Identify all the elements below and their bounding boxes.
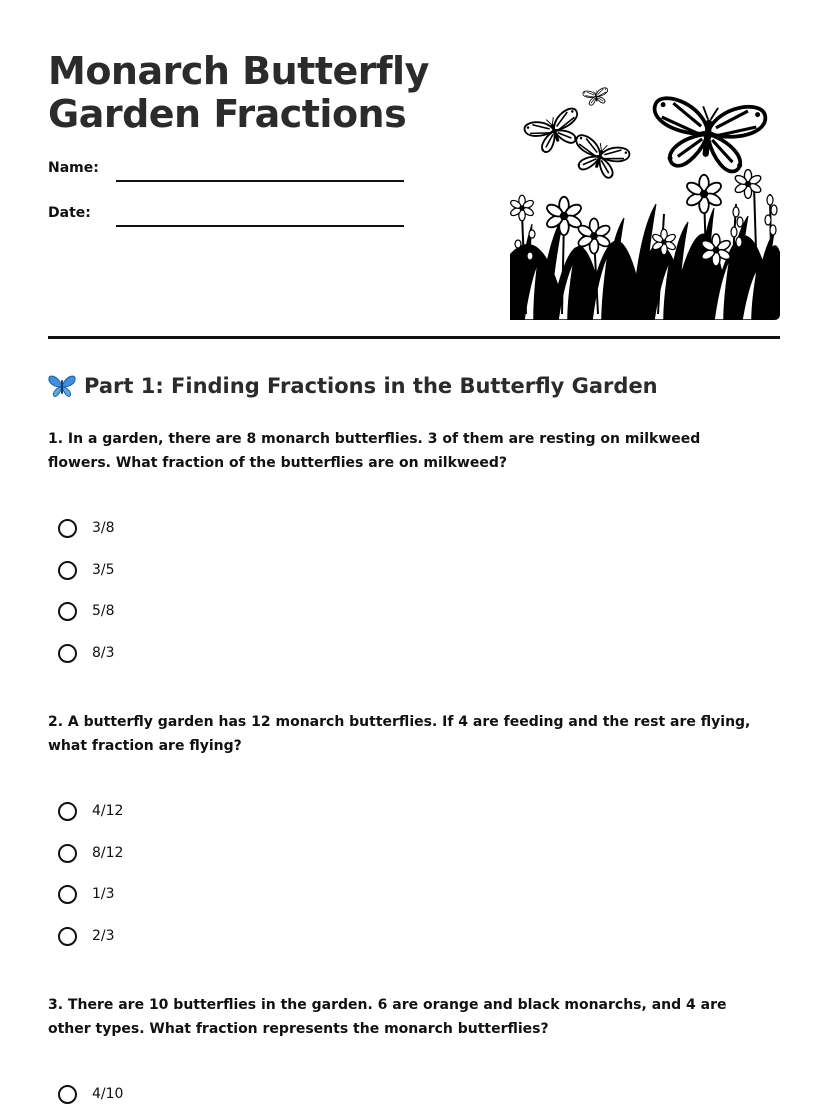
q2-option-a[interactable]: [58, 799, 123, 823]
worksheet-title: [48, 50, 429, 136]
name-label: Name:: [48, 160, 99, 176]
part-1-heading: [48, 374, 658, 398]
butterflies-and-flowers-illustration: [508, 84, 782, 320]
radio-button[interactable]: [58, 1085, 77, 1104]
q2-option-b[interactable]: [58, 841, 123, 865]
option-label: 5/8: [92, 603, 115, 619]
radio-button[interactable]: [58, 644, 77, 663]
option-label: 8/3: [92, 645, 115, 661]
radio-button[interactable]: [58, 602, 77, 621]
date-line[interactable]: [116, 225, 404, 227]
section-divider: [48, 336, 780, 339]
name-field[interactable]: [48, 160, 408, 190]
q1-option-d[interactable]: [58, 641, 115, 665]
option-label: 3/5: [92, 562, 115, 578]
butterfly-emoji-icon: [48, 374, 76, 398]
radio-button[interactable]: [58, 844, 77, 863]
radio-button[interactable]: [58, 561, 77, 580]
radio-button[interactable]: [58, 885, 77, 904]
q1-option-a[interactable]: [58, 516, 115, 540]
q1-option-b[interactable]: [58, 558, 115, 582]
option-label: 3/8: [92, 520, 115, 536]
radio-button[interactable]: [58, 927, 77, 946]
question-2: 2. A butterfly garden has 12 monarch butterflies. If 4 are feeding and the rest are flying, what fraction are flying?: [48, 714, 751, 754]
title-line-1: Monarch Butterfly: [48, 49, 429, 93]
q3-option-a[interactable]: [58, 1082, 123, 1106]
question-3: 3. There are 10 butterflies in the garden. 6 are orange and black monarchs, and 4 are other types. What fraction represents the monarch butterflies?: [48, 997, 727, 1037]
option-label: 1/3: [92, 886, 115, 902]
q2-option-c[interactable]: [58, 882, 115, 906]
option-label: 4/10: [92, 1086, 124, 1102]
date-field[interactable]: [48, 205, 408, 235]
name-line[interactable]: [116, 180, 404, 182]
option-label: 4/12: [92, 803, 124, 819]
part-1-heading-text: Part 1: Finding Fractions in the Butterfly Garden: [84, 374, 658, 398]
option-label: 2/3: [92, 928, 115, 944]
q2-option-d[interactable]: [58, 924, 115, 948]
option-label: 8/12: [92, 845, 124, 861]
date-label: Date:: [48, 205, 91, 221]
title-line-2: Garden Fractions: [48, 92, 407, 136]
q1-option-c[interactable]: [58, 599, 115, 623]
radio-button[interactable]: [58, 519, 77, 538]
radio-button[interactable]: [58, 802, 77, 821]
question-1: 1. In a garden, there are 8 monarch butterflies. 3 of them are resting on milkweed flowers. What fraction of the butterflies are on milkweed?: [48, 431, 701, 471]
